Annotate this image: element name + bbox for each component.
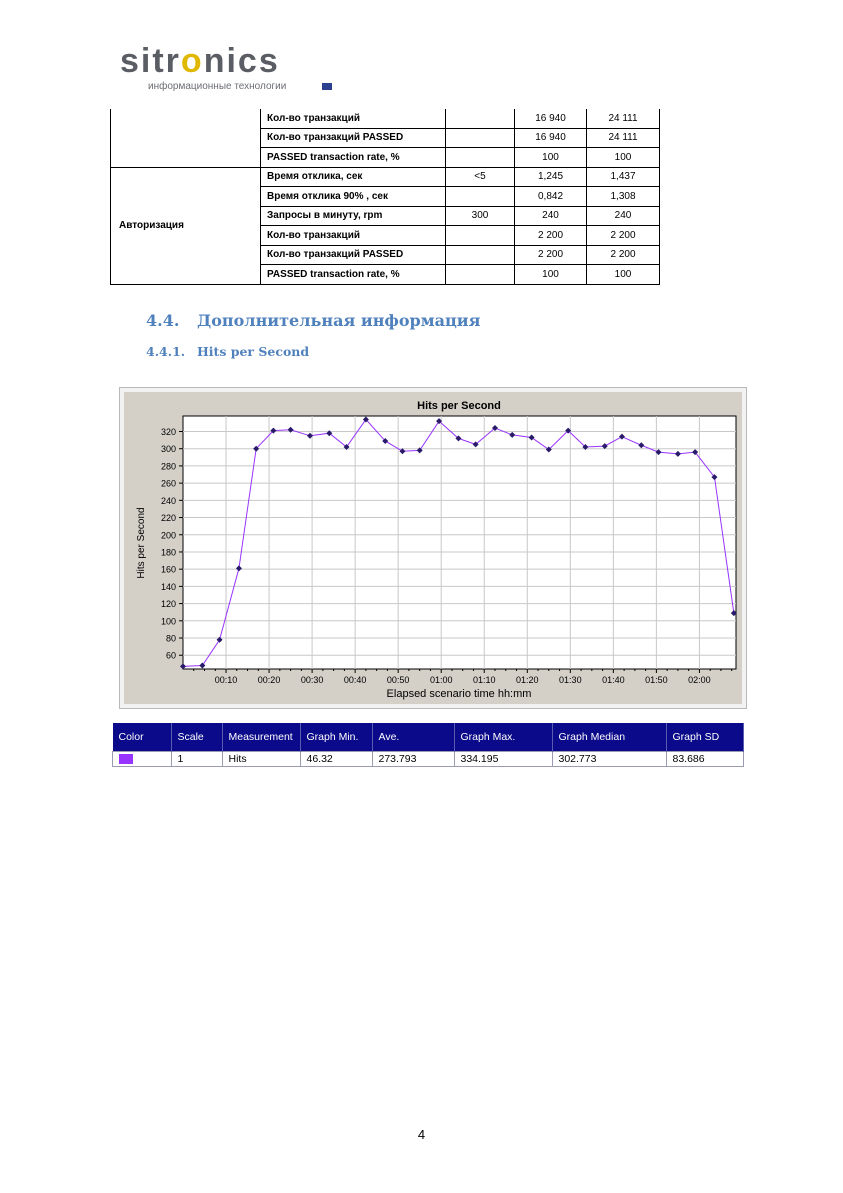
metric-name: Время отклика 90% , сек (261, 187, 446, 207)
legend-scale: 1 (171, 752, 222, 767)
logo-wordmark: sitronics (120, 42, 280, 80)
y-tick-label: 160 (160, 564, 176, 575)
hits-chart-frame (119, 387, 747, 709)
metric-target (446, 226, 515, 246)
x-tick-label: 02:00 (688, 675, 711, 685)
y-tick-label: 200 (160, 530, 176, 541)
x-tick-label: 00:50 (386, 675, 410, 685)
y-tick-label: 300 (160, 444, 176, 455)
metric-target (446, 128, 515, 148)
metric-name: Кол-во транзакций PASSED (261, 245, 446, 265)
subsection-heading (146, 344, 309, 359)
metric-value-2: 2 200 (587, 245, 660, 265)
y-tick-label: 80 (165, 633, 176, 644)
legend-header: Graph Median (552, 723, 666, 752)
metric-value-2: 24 111 (587, 109, 660, 128)
metric-value-2: 240 (587, 206, 660, 226)
metric-value-2: 1,437 (587, 167, 660, 187)
metric-target (446, 109, 515, 128)
metric-value-1: 1,245 (515, 167, 587, 187)
group-label: Авторизация (111, 167, 261, 284)
legend-header: Measurement (222, 723, 300, 752)
legend-header: Graph Max. (454, 723, 552, 752)
legend-header: Color (113, 723, 172, 752)
metric-value-2: 100 (587, 265, 660, 285)
color-swatch (119, 754, 133, 764)
legend-header: Scale (171, 723, 222, 752)
logo-square-icon (322, 83, 332, 90)
legend-median: 302.773 (552, 752, 666, 767)
y-tick-label: 240 (160, 495, 176, 506)
hits-per-second-chart (120, 388, 746, 708)
x-tick-label: 01:00 (429, 675, 453, 685)
y-tick-label: 180 (160, 547, 176, 558)
chart-title: Hits per Second (417, 400, 501, 412)
legend-ave: 273.793 (372, 752, 454, 767)
y-tick-label: 280 (160, 461, 176, 472)
metric-name: Кол-во транзакций PASSED (261, 128, 446, 148)
metric-target (446, 245, 515, 265)
metric-value-1: 16 940 (515, 128, 587, 148)
x-tick-label: 00:40 (343, 675, 367, 685)
group-cell-empty (111, 109, 261, 167)
metric-name: PASSED transaction rate, % (261, 265, 446, 285)
subsection-number: 4.4.1. (146, 344, 186, 359)
plot-area (183, 416, 736, 669)
table-row (111, 109, 660, 128)
legend-measurement: Hits (222, 752, 300, 767)
legend-color (113, 752, 172, 767)
metric-target (446, 187, 515, 207)
legend-header-row (113, 723, 744, 752)
x-tick-label: 01:40 (602, 675, 625, 685)
logo-subtitle: информационные технологии (148, 81, 287, 92)
metric-value-2: 1,308 (587, 187, 660, 207)
metric-value-1: 100 (515, 148, 587, 168)
section-number: 4.4. (146, 311, 180, 330)
y-tick-label: 60 (165, 650, 176, 661)
metrics-table (110, 109, 660, 285)
metric-value-1: 2 200 (515, 245, 587, 265)
x-tick-label: 00:20 (257, 675, 281, 685)
legend-header: Graph SD (666, 723, 744, 752)
y-axis-label: Hits per Second (136, 507, 147, 579)
metric-name: Кол-во транзакций (261, 226, 446, 246)
metric-name: Кол-во транзакций (261, 109, 446, 128)
x-tick-label: 00:30 (300, 675, 324, 685)
section-title: Дополнительная информация (197, 311, 481, 330)
metric-name: Запросы в минуту, rpm (261, 206, 446, 226)
metric-name: Время отклика, сек (261, 167, 446, 187)
measurement-legend-table (112, 723, 744, 767)
x-tick-label: 00:10 (214, 675, 238, 685)
x-tick-label: 01:50 (645, 675, 668, 685)
subsection-title: Hits per Second (197, 344, 310, 359)
y-tick-label: 320 (160, 426, 176, 437)
y-tick-label: 140 (160, 581, 176, 592)
y-tick-label: 100 (160, 616, 176, 627)
legend-sd: 83.686 (666, 752, 744, 767)
metric-value-1: 100 (515, 265, 587, 285)
metric-value-1: 0,842 (515, 187, 587, 207)
metric-value-2: 2 200 (587, 226, 660, 246)
x-axis-label: Elapsed scenario time hh:mm (386, 688, 532, 700)
company-logo (120, 42, 340, 96)
table-row (111, 167, 660, 187)
section-heading (146, 311, 480, 330)
metric-target: <5 (446, 167, 515, 187)
metric-value-1: 16 940 (515, 109, 587, 128)
metric-target (446, 265, 515, 285)
metric-value-1: 2 200 (515, 226, 587, 246)
legend-min: 46.32 (300, 752, 372, 767)
legend-row[interactable] (113, 752, 744, 767)
legend-max: 334.195 (454, 752, 552, 767)
y-tick-label: 120 (160, 599, 176, 610)
metric-target (446, 148, 515, 168)
x-tick-label: 01:10 (472, 675, 496, 685)
x-tick-label: 01:20 (516, 675, 539, 685)
metric-value-2: 100 (587, 148, 660, 168)
page-number: 4 (417, 1127, 426, 1142)
metric-name: PASSED transaction rate, % (261, 148, 446, 168)
y-tick-label: 220 (160, 513, 176, 524)
metric-target: 300 (446, 206, 515, 226)
legend-header: Graph Min. (300, 723, 372, 752)
legend-header: Ave. (372, 723, 454, 752)
metric-value-2: 24 111 (587, 128, 660, 148)
y-tick-label: 260 (160, 478, 176, 489)
x-tick-label: 01:30 (559, 675, 582, 685)
metric-value-1: 240 (515, 206, 587, 226)
